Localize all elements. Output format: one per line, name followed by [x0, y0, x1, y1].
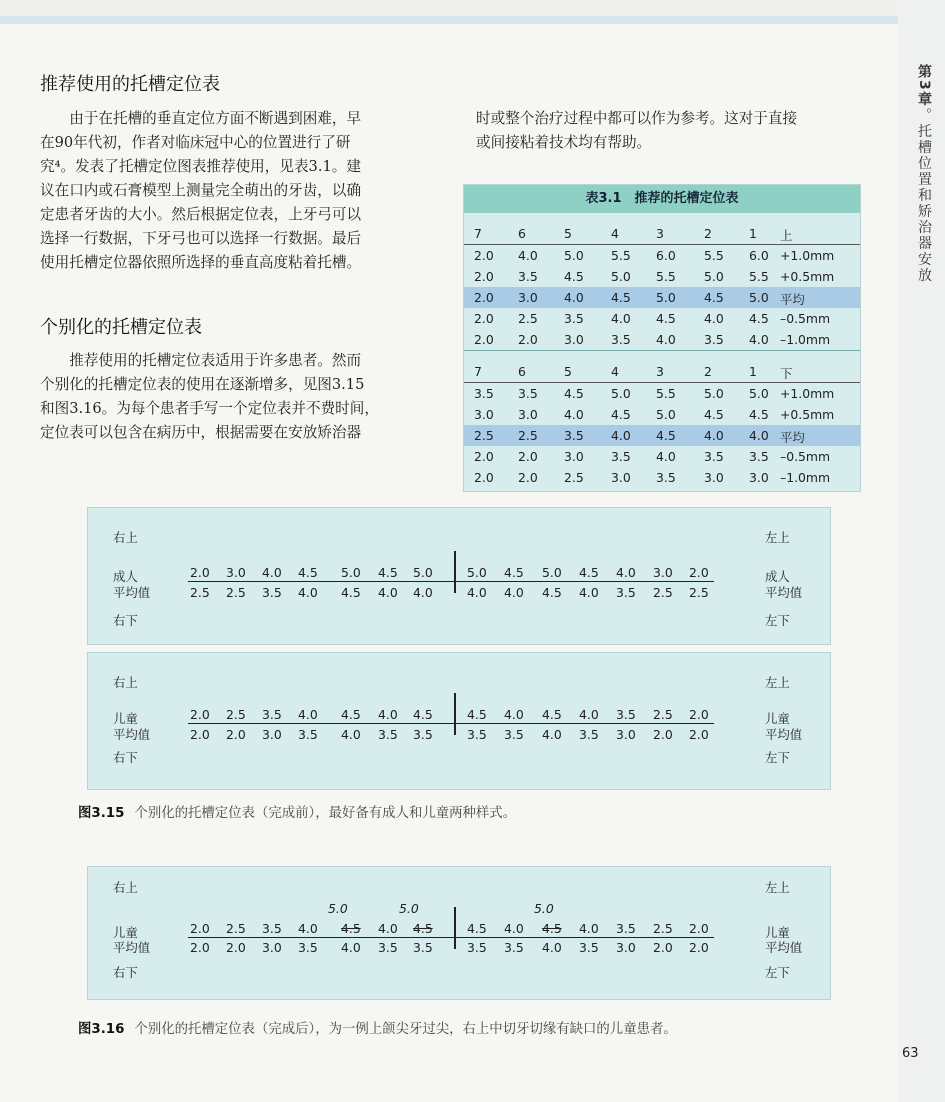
midline-vertical: [454, 907, 456, 949]
table-cell: 5.0: [611, 269, 631, 284]
page-number: 63: [902, 1046, 919, 1061]
tooth-value: 3.5: [262, 707, 282, 722]
table-cell: 2.5: [474, 428, 494, 443]
tooth-value: 4.0: [298, 921, 318, 936]
right-group-label: 儿童: [765, 711, 790, 726]
tooth-value: 2.0: [190, 565, 210, 580]
handwritten-value: 5.0: [328, 901, 348, 916]
table-cell: –1.0mm: [780, 332, 831, 347]
tooth-value: 4.5: [413, 707, 433, 722]
left-group-sublabel: 平均值: [113, 585, 151, 600]
table-cell: 6.0: [749, 248, 769, 263]
table-spacer: [464, 350, 860, 361]
lower-right-label: 右下: [113, 613, 138, 628]
text-line: 个别化的托槽定位表的使用在逐渐增多，见图3.15: [40, 376, 365, 393]
table-cell: 4.0: [656, 449, 676, 464]
table-cell: 5: [564, 226, 572, 241]
table-cell: 3.0: [518, 407, 538, 422]
table-cell: 2.5: [518, 311, 538, 326]
tooth-value: 2.5: [226, 921, 246, 936]
tooth-value: 4.5: [467, 921, 487, 936]
table-row: [464, 266, 860, 287]
table-cell: –0.5mm: [780, 311, 831, 326]
tooth-value: 4.0: [542, 727, 562, 742]
tooth-value: 3.5: [413, 940, 433, 955]
tooth-value: 5.0: [467, 565, 487, 580]
table-cell: 4: [611, 364, 619, 379]
table-row: [464, 425, 860, 446]
tooth-value: 4.0: [504, 921, 524, 936]
table-cell: 3.5: [518, 386, 538, 401]
upper-right-label: 右上: [113, 880, 138, 895]
midline-vertical: [454, 551, 456, 593]
section1-paragraph: [40, 107, 436, 275]
tooth-value: 2.0: [226, 727, 246, 742]
table-cell: 5.0: [611, 386, 631, 401]
table-cell: 3.5: [704, 449, 724, 464]
table-cell: 2.0: [474, 449, 494, 464]
caption-3-16: 图3.16 个别化的托槽定位表（完成后），为一例上颌尖牙过尖，右上中切牙切缘有缺口的儿童患者。: [78, 1022, 677, 1037]
table-cell: 4.5: [749, 407, 769, 422]
tooth-value: 3.5: [262, 921, 282, 936]
right-group-sublabel: 平均值: [765, 585, 803, 600]
table-row: [464, 245, 860, 266]
table-cell: 4.0: [704, 311, 724, 326]
table-cell: 2.0: [474, 311, 494, 326]
table-3-1: [463, 184, 861, 492]
tooth-value: 2.0: [653, 727, 673, 742]
tooth-value: 4.0: [616, 565, 636, 580]
tooth-value: 2.5: [689, 585, 709, 600]
midline-horizontal: [188, 937, 714, 938]
table-cell: –0.5mm: [780, 449, 831, 464]
right-group-sublabel: 平均值: [765, 727, 803, 742]
table-cell: 4.0: [611, 428, 631, 443]
table-cell: +0.5mm: [780, 407, 835, 422]
table-caption: 表3.1 推荐的托槽定位表: [464, 185, 860, 213]
tooth-value: 2.0: [653, 940, 673, 955]
section-title-recommended: 推荐使用的托槽定位表: [40, 74, 220, 95]
tooth-value: 3.5: [378, 727, 398, 742]
tooth-value: 3.5: [262, 585, 282, 600]
table-cell: 下: [780, 366, 793, 381]
tooth-value: 5.0: [341, 565, 361, 580]
table-cell: 2.0: [474, 269, 494, 284]
tooth-value: 2.0: [689, 707, 709, 722]
handwritten-value: 5.0: [399, 901, 419, 916]
table-spacer: [464, 213, 860, 223]
table-cell: 2.0: [518, 332, 538, 347]
left-group-sublabel: 平均值: [113, 727, 151, 742]
tooth-value: 4.0: [579, 921, 599, 936]
table-cell: 6: [518, 364, 526, 379]
chapter-label: 第3章。托槽位置和矫治器安放: [916, 64, 932, 284]
table-cell: 4.5: [656, 311, 676, 326]
tooth-value: 3.0: [226, 565, 246, 580]
lower-right-label: 右下: [113, 965, 138, 980]
tooth-value: 4.0: [579, 585, 599, 600]
table-cell: 3.5: [704, 332, 724, 347]
tooth-value: 4.0: [341, 727, 361, 742]
text-line: 使用托槽定位器依照所选择的垂直高度粘着托槽。: [40, 254, 362, 271]
table-cell: 5.5: [749, 269, 769, 284]
table-cell: 3: [656, 226, 664, 241]
tooth-value: 2.0: [689, 940, 709, 955]
figure-child-chart: [87, 652, 831, 790]
figure-adult-chart: [87, 507, 831, 645]
table-cell: 5.0: [749, 290, 769, 305]
tooth-value: 4.5: [542, 707, 562, 722]
tooth-value: 5.0: [542, 565, 562, 580]
table-cell: 4.0: [518, 248, 538, 263]
table-cell: 上: [780, 228, 793, 243]
tooth-value: 4.0: [467, 585, 487, 600]
tooth-value: 4.5: [341, 921, 361, 936]
table-header-row: [464, 223, 860, 245]
table-row: [464, 329, 860, 350]
left-group-label: 儿童: [113, 925, 138, 940]
table-cell: 2: [704, 364, 712, 379]
lower-left-label: 左下: [765, 613, 790, 628]
table-cell: 2.5: [564, 470, 584, 485]
table-cell: 3.5: [656, 470, 676, 485]
tooth-value: 4.0: [504, 707, 524, 722]
table-cell: 2.0: [518, 470, 538, 485]
table-cell: 3.5: [611, 449, 631, 464]
tooth-value: 4.0: [298, 707, 318, 722]
tooth-value: 4.0: [413, 585, 433, 600]
tooth-value: 3.0: [616, 727, 636, 742]
table-cell: 4.5: [564, 386, 584, 401]
table-cell: 3.5: [749, 449, 769, 464]
table-cell: 3: [656, 364, 664, 379]
table-cell: 1: [749, 226, 757, 241]
tooth-value: 4.5: [542, 585, 562, 600]
table-cell: 平均: [780, 430, 805, 445]
table-cell: 2.0: [474, 290, 494, 305]
tooth-value: 3.0: [262, 727, 282, 742]
table-cell: 4.5: [704, 407, 724, 422]
table-cell: 4: [611, 226, 619, 241]
top-color-band: [0, 16, 945, 24]
tooth-value: 3.5: [579, 727, 599, 742]
right-column-paragraph: [476, 107, 860, 155]
table-cell: 6: [518, 226, 526, 241]
table-cell: 2.0: [474, 470, 494, 485]
table-cell: +1.0mm: [780, 386, 835, 401]
tooth-value: 4.5: [467, 707, 487, 722]
tooth-value: 3.5: [504, 940, 524, 955]
text-line: 定位表可以包含在病历中，根据需要在安放矫治器: [40, 424, 362, 441]
text-line: 或间接粘着技术均有帮助。: [476, 134, 652, 151]
upper-left-label: 左上: [765, 880, 790, 895]
tooth-value: 4.0: [378, 707, 398, 722]
tooth-value: 3.5: [616, 707, 636, 722]
tooth-value: 4.5: [378, 565, 398, 580]
table-cell: 4.5: [564, 269, 584, 284]
midline-horizontal: [188, 581, 714, 582]
upper-left-label: 左上: [765, 675, 790, 690]
table-row: [464, 287, 860, 308]
tooth-value: 3.5: [579, 940, 599, 955]
right-group-sublabel: 平均值: [765, 940, 803, 955]
tooth-value: 3.5: [378, 940, 398, 955]
tooth-value: 3.5: [413, 727, 433, 742]
table-cell: 4.5: [704, 290, 724, 305]
midline-horizontal: [188, 723, 714, 724]
table-cell: 4.5: [611, 290, 631, 305]
table-cell: 7: [474, 226, 482, 241]
lower-right-label: 右下: [113, 750, 138, 765]
table-cell: 2.0: [474, 332, 494, 347]
left-group-label: 成人: [113, 569, 138, 584]
table-cell: 3.5: [564, 428, 584, 443]
tooth-value: 4.0: [298, 585, 318, 600]
tooth-value: 4.0: [341, 940, 361, 955]
lower-left-label: 左下: [765, 750, 790, 765]
handwritten-value: 5.0: [534, 901, 554, 916]
tooth-value: 2.0: [689, 921, 709, 936]
table-cell: 2.0: [518, 449, 538, 464]
table-cell: 2.0: [474, 248, 494, 263]
table-cell: 1: [749, 364, 757, 379]
table-cell: 3.0: [704, 470, 724, 485]
caption-3-15: 图3.15 个别化的托槽定位表（完成前），最好备有成人和儿童两种样式。: [78, 806, 517, 821]
tooth-value: 3.5: [467, 727, 487, 742]
table-header-row: [464, 361, 860, 383]
tooth-value: 2.5: [226, 707, 246, 722]
upper-left-label: 左上: [765, 530, 790, 545]
table-cell: 5: [564, 364, 572, 379]
table-cell: 3.5: [611, 332, 631, 347]
tooth-value: 4.5: [341, 707, 361, 722]
tooth-value: 4.0: [262, 565, 282, 580]
table-row: [464, 308, 860, 329]
table-cell: 3.5: [564, 311, 584, 326]
tooth-value: 2.0: [190, 940, 210, 955]
tooth-value: 2.0: [689, 565, 709, 580]
tooth-value: 2.0: [190, 727, 210, 742]
tooth-value: 3.5: [298, 727, 318, 742]
text-line: 和图3.16。为每个患者手写一个定位表并不费时间，: [40, 400, 379, 417]
tooth-value: 4.5: [579, 565, 599, 580]
tooth-value: 2.0: [190, 921, 210, 936]
right-group-label: 儿童: [765, 925, 790, 940]
text-line: 定患者牙齿的大小。然后根据定位表，上牙弓可以: [40, 206, 362, 223]
tooth-value: 3.0: [653, 565, 673, 580]
table-cell: 5.0: [704, 269, 724, 284]
tooth-value: 4.0: [378, 585, 398, 600]
tooth-value: 4.0: [378, 921, 398, 936]
tooth-value: 3.5: [616, 921, 636, 936]
table-cell: 5.0: [656, 407, 676, 422]
tooth-value: 4.0: [579, 707, 599, 722]
table-cell: 4.0: [656, 332, 676, 347]
table-row: [464, 446, 860, 467]
table-cell: 5.5: [656, 386, 676, 401]
tooth-value: 4.0: [504, 585, 524, 600]
left-group-label: 儿童: [113, 711, 138, 726]
table-cell: +0.5mm: [780, 269, 835, 284]
table-cell: 3.5: [474, 386, 494, 401]
section2-paragraph: [40, 349, 436, 445]
tooth-value: 4.0: [542, 940, 562, 955]
table-cell: 4.0: [749, 332, 769, 347]
table-cell: 4.5: [749, 311, 769, 326]
table-cell: 5.0: [564, 248, 584, 263]
table-cell: 3.0: [749, 470, 769, 485]
table-cell: 2.5: [518, 428, 538, 443]
table-cell: 4.0: [564, 407, 584, 422]
tooth-value: 2.5: [190, 585, 210, 600]
table-cell: 3.0: [564, 449, 584, 464]
tooth-value: 3.0: [262, 940, 282, 955]
text-line: 推荐使用的托槽定位表适用于许多患者。然而: [69, 352, 362, 369]
top-edge: [0, 0, 945, 16]
tooth-value: 3.5: [467, 940, 487, 955]
table-cell: 平均: [780, 292, 805, 307]
table-cell: 2: [704, 226, 712, 241]
tooth-value: 4.5: [298, 565, 318, 580]
table-cell: –1.0mm: [780, 470, 831, 485]
table-cell: 4.0: [749, 428, 769, 443]
table-cell: 3.0: [474, 407, 494, 422]
table-cell: 6.0: [656, 248, 676, 263]
text-line: 在90年代初，作者对临床冠中心的位置进行了研: [40, 134, 351, 151]
midline-vertical: [454, 693, 456, 735]
table-cell: +1.0mm: [780, 248, 835, 263]
table-row: [464, 404, 860, 425]
table-cell: 3.5: [518, 269, 538, 284]
left-group-sublabel: 平均值: [113, 940, 151, 955]
text-line: 时或整个治疗过程中都可以作为参考。这对于直接: [476, 110, 798, 127]
tooth-value: 2.0: [226, 940, 246, 955]
figure-child-completed-chart: [87, 866, 831, 1000]
tooth-value: 5.0: [413, 565, 433, 580]
text-line: 究⁴。发表了托槽定位图表推荐使用，见表3.1。建: [40, 158, 361, 175]
section-title-individual: 个别化的托槽定位表: [40, 317, 202, 338]
table-cell: 5.0: [749, 386, 769, 401]
upper-right-label: 右上: [113, 675, 138, 690]
tooth-value: 2.0: [190, 707, 210, 722]
right-group-label: 成人: [765, 569, 790, 584]
table-cell: 5.5: [656, 269, 676, 284]
text-line: 议在口内或石膏模型上测量完全萌出的牙齿，以确: [40, 182, 362, 199]
tooth-value: 2.0: [689, 727, 709, 742]
upper-right-label: 右上: [113, 530, 138, 545]
tooth-value: 3.5: [504, 727, 524, 742]
tooth-value: 4.5: [542, 921, 562, 936]
tooth-value: 3.0: [616, 940, 636, 955]
table-cell: 7: [474, 364, 482, 379]
tooth-value: 2.5: [226, 585, 246, 600]
tooth-value: 4.5: [413, 921, 433, 936]
table-cell: 4.0: [611, 311, 631, 326]
table-cell: 3.0: [518, 290, 538, 305]
table-cell: 5.0: [704, 386, 724, 401]
tooth-value: 4.5: [504, 565, 524, 580]
text-line: 选择一行数据，下牙弓也可以选择一行数据。最后: [40, 230, 362, 247]
table-cell: 4.5: [611, 407, 631, 422]
table-cell: 5.5: [704, 248, 724, 263]
tooth-value: 3.5: [616, 585, 636, 600]
table-cell: 4.5: [656, 428, 676, 443]
table-cell: 5.5: [611, 248, 631, 263]
table-cell: 3.0: [564, 332, 584, 347]
tooth-value: 2.5: [653, 585, 673, 600]
text-line: 由于在托槽的垂直定位方面不断遇到困难，早: [69, 110, 362, 127]
tooth-value: 4.5: [341, 585, 361, 600]
lower-left-label: 左下: [765, 965, 790, 980]
table-row: [464, 383, 860, 404]
table-row: [464, 467, 860, 488]
table-cell: 4.0: [704, 428, 724, 443]
tooth-value: 2.5: [653, 707, 673, 722]
tooth-value: 3.5: [298, 940, 318, 955]
table-cell: 4.0: [564, 290, 584, 305]
table-cell: 5.0: [656, 290, 676, 305]
tooth-value: 2.5: [653, 921, 673, 936]
table-cell: 3.0: [611, 470, 631, 485]
